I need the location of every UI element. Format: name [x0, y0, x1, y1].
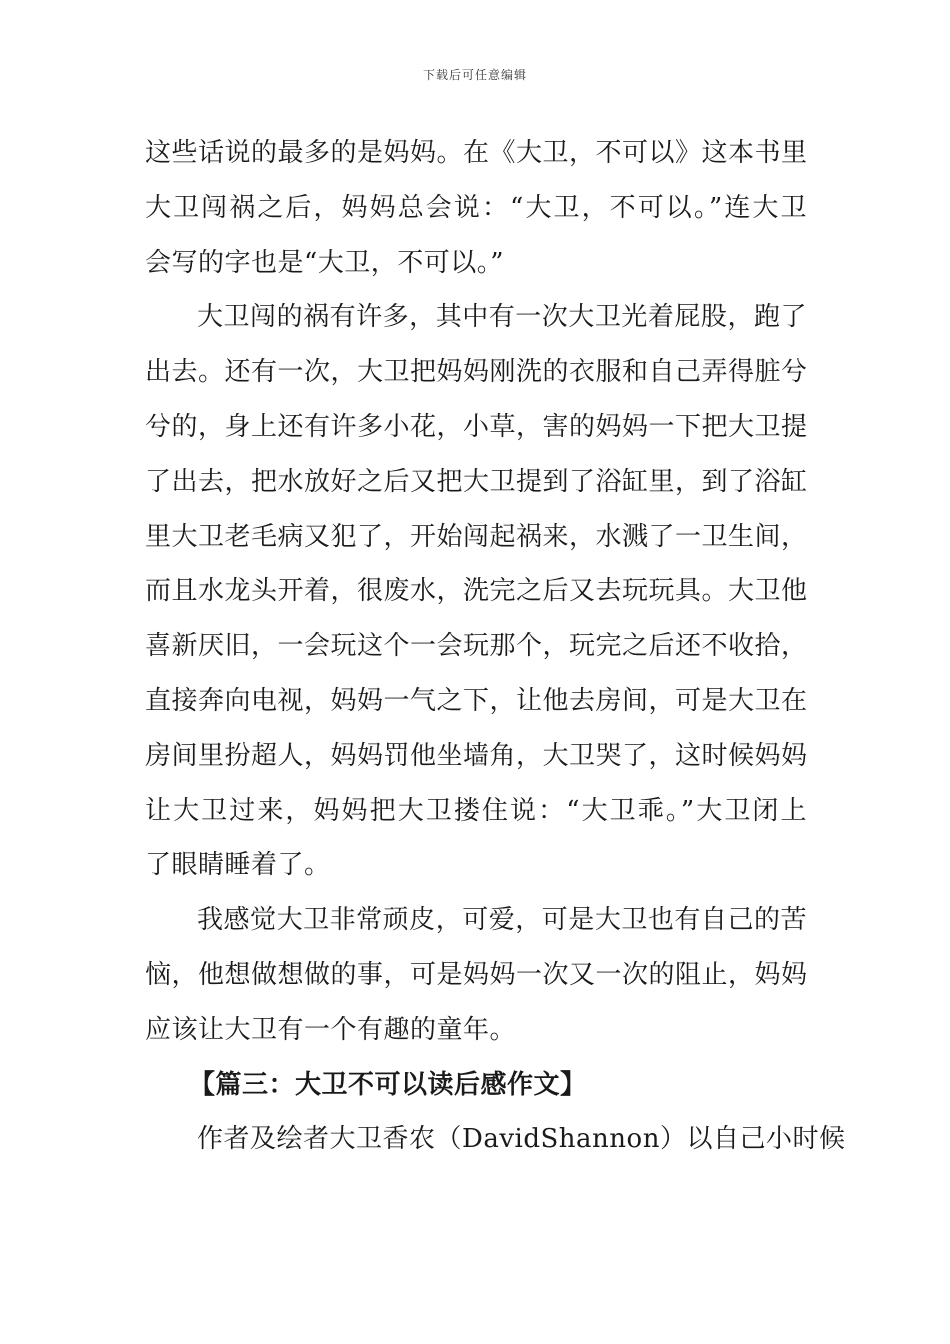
text-line: 应该让大卫有一个有趣的童年。 [145, 1014, 517, 1045]
text-line: 兮的，身上还有许多小花，小草，害的妈妈一下把大卫提 [145, 411, 808, 442]
text-line: 大卫闯祸之后，妈妈总会说：“大卫，不可以。”连大卫 [145, 192, 807, 223]
text-line: 里大卫老毛病又犯了，开始闯起祸来，水溅了一卫生间， [145, 521, 808, 552]
text-line: 会写的字也是“大卫，不可以。” [145, 247, 505, 278]
text-line: 直接奔向电视，妈妈一气之下，让他去房间，可是大卫在 [145, 685, 808, 716]
text-line: 让大卫过来，妈妈把大卫搂住说：“大卫乖。”大卫闭上 [145, 795, 807, 826]
text-line: 喜新厌旧，一会玩这个一会玩那个，玩完之后还不收拾， [145, 631, 808, 662]
text-line: 作者及绘者大卫香农（DavidShannon）以自己小时候 [197, 1124, 846, 1155]
text-line: 大卫闯的祸有许多，其中有一次大卫光着屁股，跑了 [197, 302, 807, 333]
paragraph-1 [145, 126, 807, 290]
text-line: 而且水龙头开着，很废水，洗完之后又去玩玩具。大卫他 [145, 576, 808, 607]
text-line: 房间里扮超人，妈妈罚他坐墙角，大卫哭了，这时候妈妈 [145, 740, 808, 771]
text-line: 了出去，把水放好之后又把大卫提到了浴缸里，到了浴缸 [145, 466, 808, 497]
text-line: 了眼睛睡着了。 [145, 850, 331, 881]
document-body [145, 126, 846, 1167]
text-line: 恼，他想做想做的事，可是妈妈一次又一次的阻止，妈妈 [145, 959, 808, 990]
paragraph-4 [145, 1112, 846, 1167]
text-line: 我感觉大卫非常顽皮，可爱，可是大卫也有自己的苦 [197, 905, 807, 936]
text-line: 这些话说的最多的是妈妈。在《大卫，不可以》这本书里 [145, 138, 808, 168]
paragraph-3 [145, 893, 807, 1057]
section-heading: 【篇三：大卫不可以读后感作文】 [189, 1069, 587, 1100]
text-line: 出去。还有一次，大卫把妈妈刚洗的衣服和自己弄得脏兮 [145, 357, 808, 388]
paragraph-2 [145, 290, 807, 893]
page-header: 下载后可任意编辑 [422, 68, 527, 82]
